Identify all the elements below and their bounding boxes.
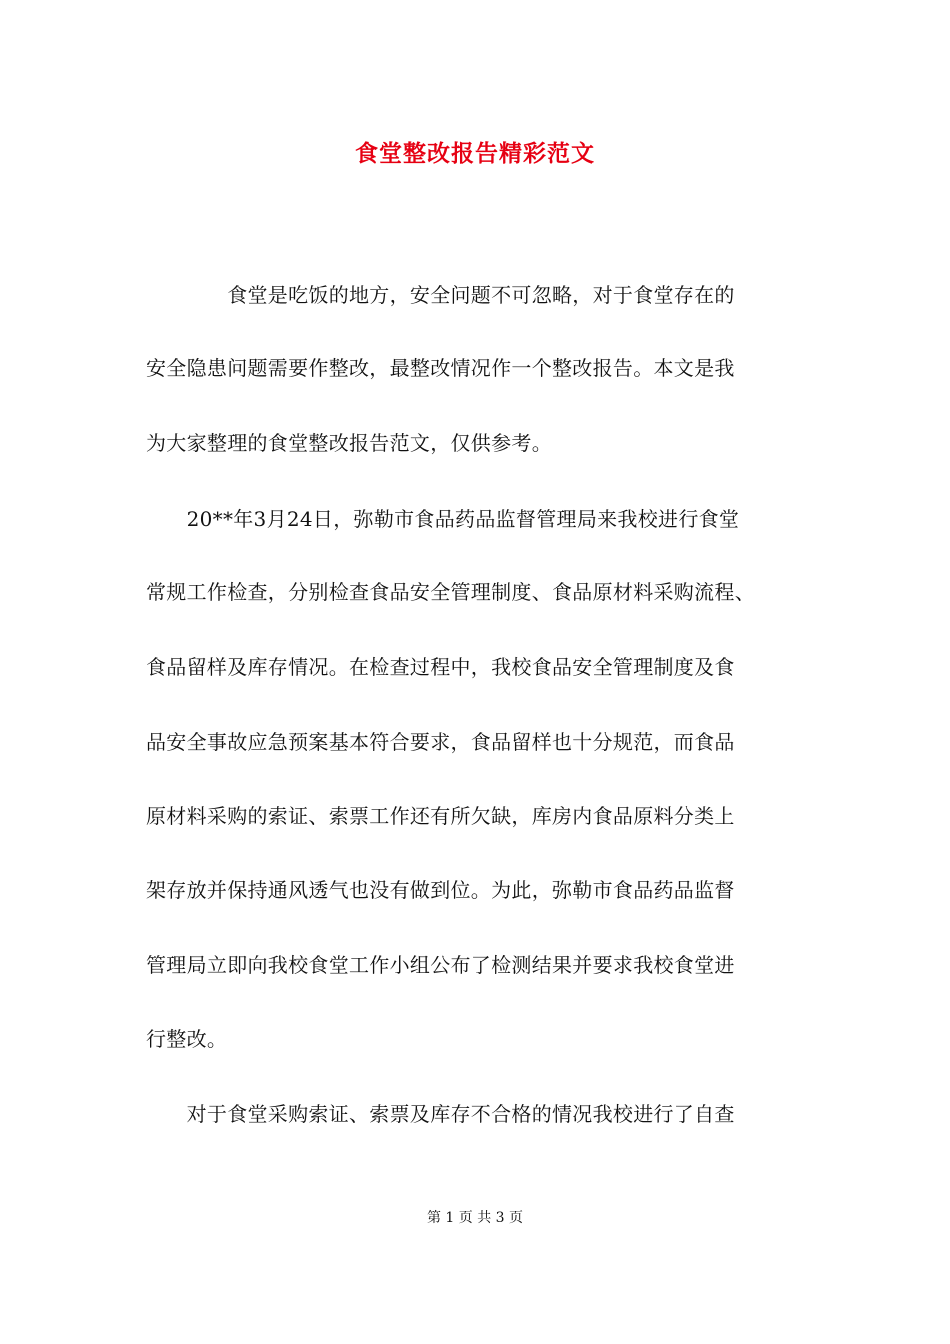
- page-number: 第 1 页 共 3 页: [426, 1210, 524, 1226]
- text-line: 原材料采购的索证、索票工作还有所欠缺，库房内食品原料分类上: [146, 804, 735, 828]
- document-title: 食堂整改报告精彩范文: [355, 140, 595, 167]
- text-line: 管理局立即向我校食堂工作小组公布了检测结果并要求我校食堂进: [146, 953, 735, 977]
- text-line: 食品留样及库存情况。在检查过程中，我校食品安全管理制度及食: [146, 655, 735, 679]
- text-line: 架存放并保持通风透气也没有做到位。为此，弥勒市食品药品监督: [146, 878, 735, 902]
- text-line: 品安全事故应急预案基本符合要求，食品留样也十分规范，而食品: [146, 730, 735, 754]
- text-line: 为大家整理的食堂整改报告范文，仅供参考。: [146, 431, 552, 455]
- text-line: 对于食堂采购索证、索票及库存不合格的情况我校进行了自查: [146, 1102, 735, 1126]
- text-line: 食堂是吃饭的地方，安全问题不可忽略，对于食堂存在的: [146, 283, 735, 307]
- text-line: 安全隐患问题需要作整改，最整改情况作一个整改报告。本文是我: [146, 356, 735, 380]
- text-line: 20**年3月24日，弥勒市食品药品监督管理局来我校进行食堂: [146, 507, 740, 531]
- text-line: 常规工作检查，分别检查食品安全管理制度、食品原材料采购流程、: [146, 580, 755, 604]
- text-line: 行整改。: [146, 1027, 228, 1051]
